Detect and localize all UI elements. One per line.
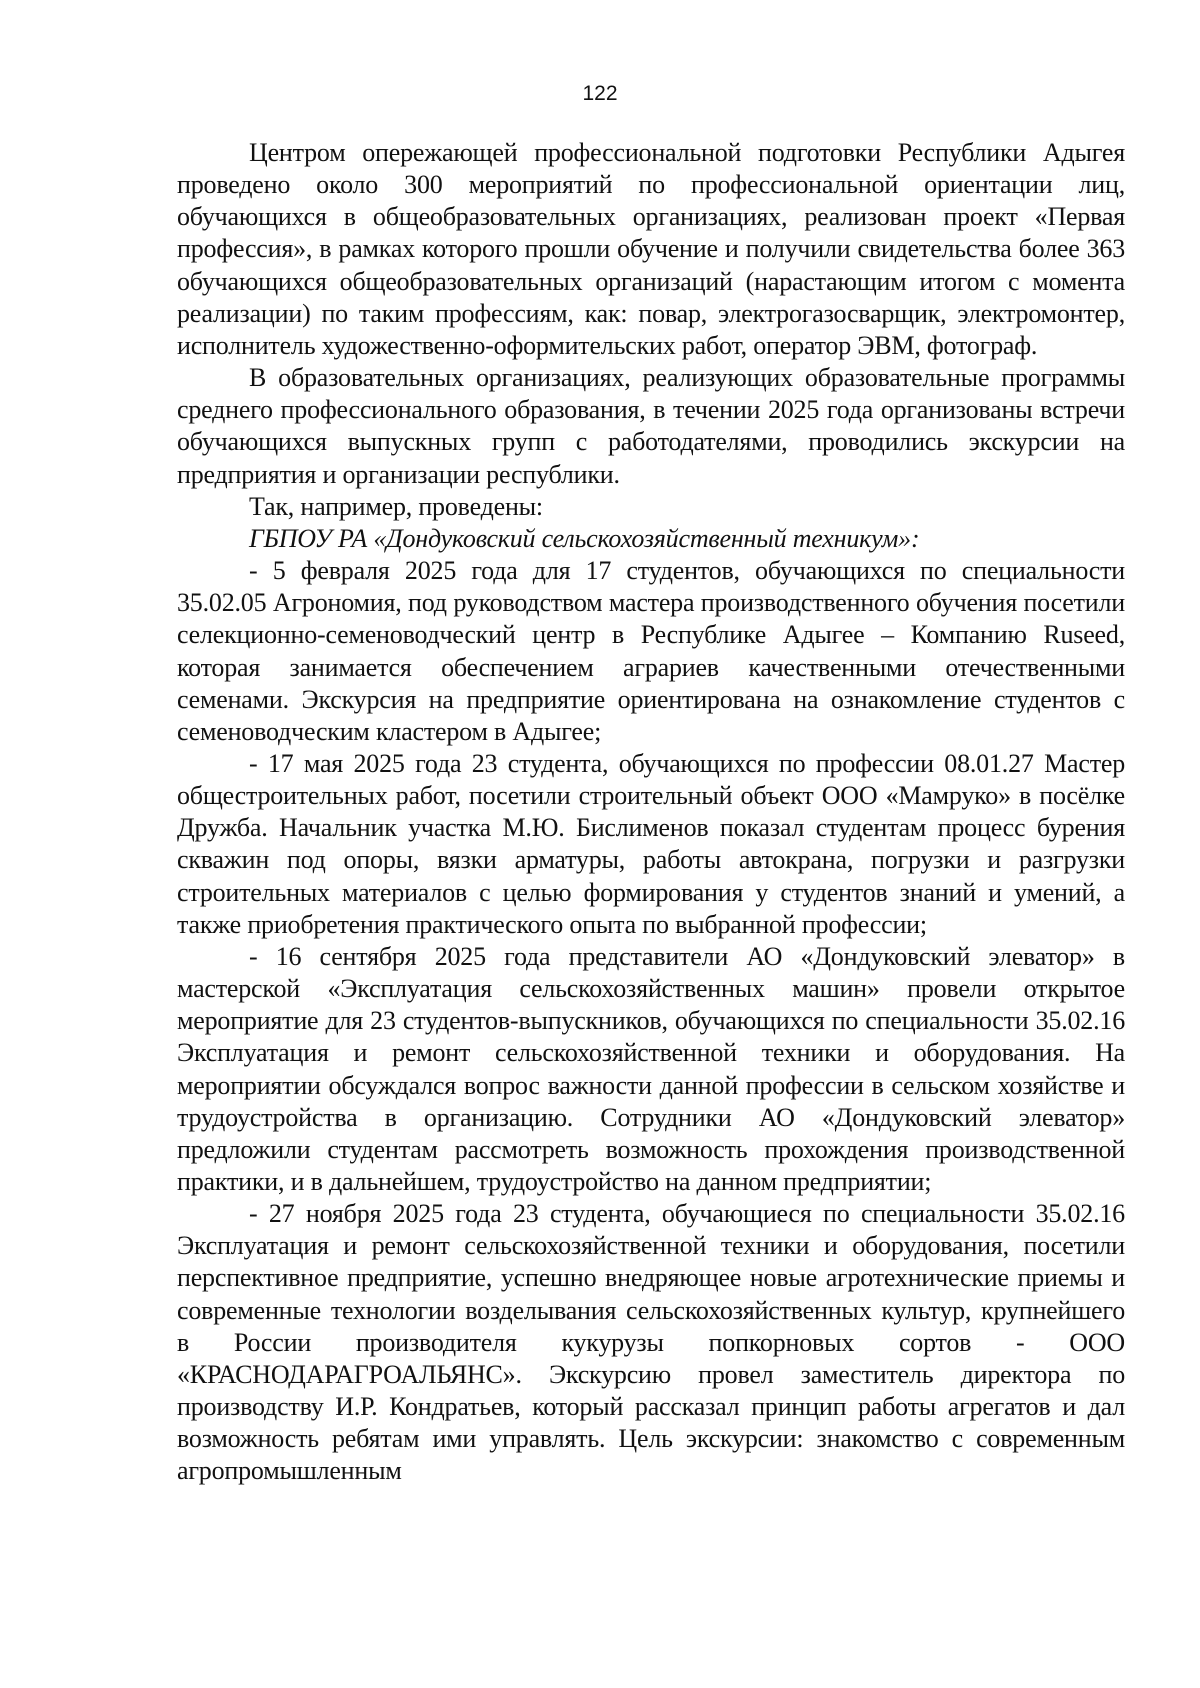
paragraph-item-november: - 27 ноября 2025 года 23 студента, обучающиеся по специальности 35.02.16 Эксплуатация и ремонт сельскохозяйственной техники и оборудования, посетили перспективное предприятие, успешно внедряющее новые агротехнические приемы и современные технологии возделывания сельскохозяйственных культур, крупнейшего в России производителя кукурузы попкорновых сортов - ООО «КРАСНОДАРАГРОАЛЬЯНС». Экскурсию провел заместитель директора по производству И.Р. Кондратьев, который рассказал принцип работы агрегатов и дал возможность ребятам ими управлять. Цель экскурсии: знакомство с современным агропромышленным — [177, 1199, 1125, 1486]
paragraph-spo-meetings: В образовательных организациях, реализующих образовательные программы среднего профессионального образования, в течении 2025 года организованы встречи обучающихся выпускных групп с работодателями, проводились экскурсии на предприятия и организации республики. — [177, 363, 1125, 489]
paragraph-institution-heading: ГБПОУ РА «Дондуковский сельскохозяйственный техникум»: — [249, 523, 920, 553]
page-number: 122 — [582, 82, 618, 105]
paragraph-item-september: - 16 сентября 2025 года представители АО «Дондуковский элеватор» в мастерской «Эксплуатация сельскохозяйственных машин» провели открытое мероприятие для 23 студентов-выпускников, обучающихся по специальности 35.02.16 Эксплуатация и ремонт сельскохозяйственной техники и оборудования. На мероприятии обсуждался вопрос важности данной профессии в сельском хозяйстве и трудоустройства в организацию. Сотрудники АО «Дондуковский элеватор» предложили студентам рассмотреть возможность прохождения производственной практики, и в дальнейшем, трудоустройство на данном предприятии; — [177, 941, 1125, 1196]
paragraph-examples-intro: Так, например, проведены: — [249, 491, 543, 521]
paragraph-center-activities: Центром опережающей профессиональной подготовки Республики Адыгея проведено около 300 мероприятий по профессиональной ориентации лиц, обучающихся в общеобразовательных организациях, реализован проект «Первая профессия», в рамках которого прошли обучение и получили свидетельства более 363 обучающихся общеобразовательных организаций (нарастающим итогом с момента реализации) по таким профессиям, как: повар, электрогазосварщик, электромонтер, исполнитель художественно-оформительских работ, оператор ЭВМ, фотограф. — [177, 138, 1125, 360]
document-body — [177, 137, 1125, 1488]
paragraph-item-february: - 5 февраля 2025 года для 17 студентов, обучающихся по специальности 35.02.05 Агрономия, под руководством мастера производственного обучения посетили селекционно-семеноводческий центр в Республике Адыгее – Компанию Ruseed, которая занимается обеспечением аграриев качественными отечественными семенами. Экскурсия на предприятие ориентирована на ознакомление студентов с семеноводческим кластером в Адыгее; — [177, 556, 1125, 746]
paragraph-item-may: - 17 мая 2025 года 23 студента, обучающихся по профессии 08.01.27 Мастер общестроительных работ, посетили строительный объект ООО «Мамруко» в посёлке Дружба. Начальник участка М.Ю. Бислименов показал студентам процесс бурения скважин под опоры, вязки арматуры, работы автокрана, погрузки и разгрузки строительных материалов с целью формирования у студентов знаний и умений, а также приобретения практического опыта по выбранной профессии; — [177, 748, 1125, 939]
